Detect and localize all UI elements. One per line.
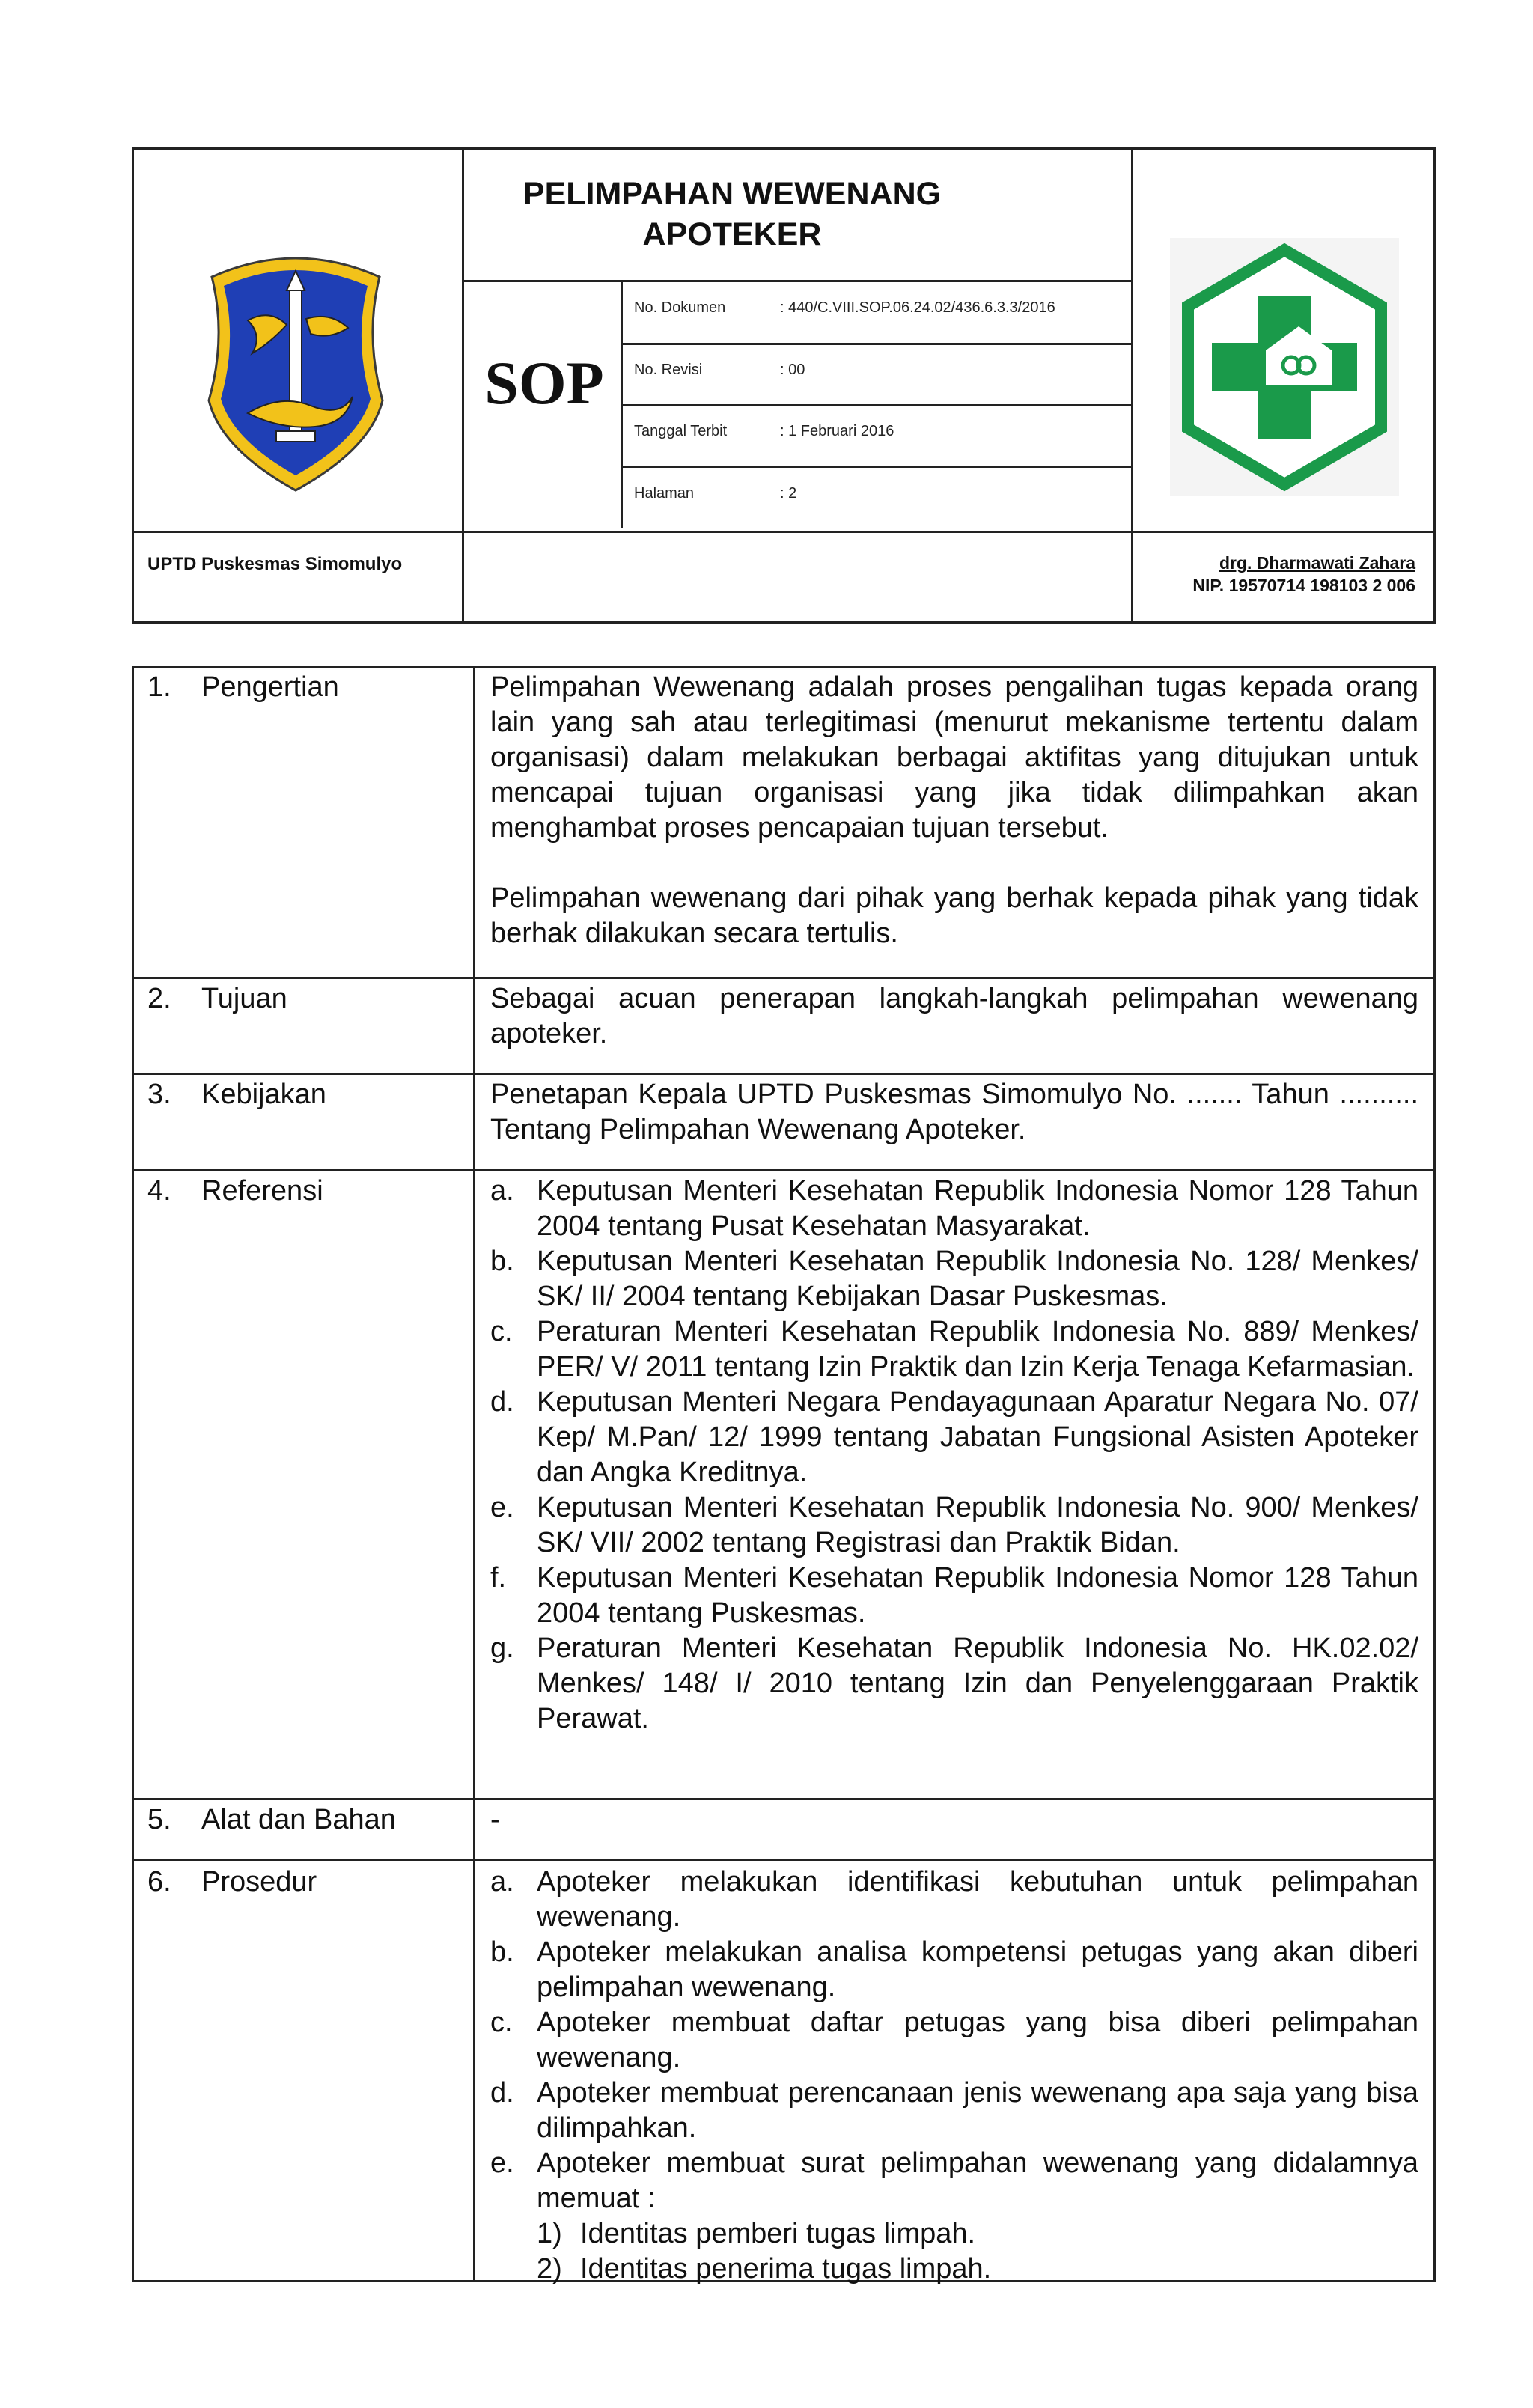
paragraph: Penetapan Kepala UPTD Puskesmas Simomulyo No. ....... Tahun .......... Tentang Pelimpahan Wewenang Apoteker. bbox=[490, 1079, 1418, 1145]
header-divider bbox=[621, 404, 1131, 406]
header-divider bbox=[462, 150, 464, 621]
puskesmas-logo bbox=[1170, 238, 1399, 496]
meta-label: Halaman bbox=[634, 485, 695, 502]
section-body bbox=[490, 1077, 1418, 1147]
list-item: d. Keputusan Menteri Negara Pendayagunaan Aparatur Negara No. 07/ Kep/ M.Pan/ 12/ 1999 tentang Jabatan Fungsional Asisten Apoteker dan Angka Kreditnya. bbox=[490, 1386, 1418, 1488]
list-item: g. Peraturan Menteri Kesehatan Republik Indonesia No. HK.02.02/ Menkes/ 148/ I/ 2010 tentang Izin dan Penyelenggaraan Praktik Perawat. bbox=[490, 1633, 1418, 1734]
section-number: 1. bbox=[147, 671, 171, 703]
section-number: 2. bbox=[147, 983, 171, 1014]
signatory-name: drg. Dharmawati Zahara bbox=[1219, 553, 1415, 573]
meta-value: : 1 Februari 2016 bbox=[780, 423, 894, 439]
section-number: 4. bbox=[147, 1175, 171, 1207]
list-item: c. Peraturan Menteri Kesehatan Republik Indonesia No. 889/ Menkes/ PER/ V/ 2011 tentang Izin Praktik dan Izin Kerja Tenaga Kefarmasian. bbox=[490, 1316, 1418, 1383]
section-number: 3. bbox=[147, 1079, 171, 1110]
reference-list bbox=[490, 1174, 1418, 1737]
header-divider bbox=[621, 466, 1131, 468]
paragraph: Pelimpahan Wewenang adalah proses pengalihan tugas kepada orang lain yang sah atau terlegitimasi (menurut mekanisme tertentu dalam organisasi) dalam melakukan berbagai aktifitas yang ditujukan untuk mencapai tujuan organisasi yang jika tidak dilimpahkan akan menghambat proses pencapaian tujuan tersebut. bbox=[490, 671, 1418, 844]
meta-label: No. Dokumen bbox=[634, 299, 726, 316]
sop-header-box bbox=[132, 147, 1436, 624]
surabaya-crest-logo bbox=[198, 247, 393, 494]
header-divider bbox=[462, 280, 1131, 282]
meta-label: No. Revisi bbox=[634, 362, 703, 378]
header-divider bbox=[621, 343, 1131, 345]
meta-value: : 00 bbox=[780, 362, 805, 378]
meta-value: : 2 bbox=[780, 485, 797, 502]
list-item: d. Apoteker membuat perencanaan jenis wewenang apa saja yang bisa dilimpahkan. bbox=[490, 2077, 1418, 2144]
section-body bbox=[490, 670, 1418, 951]
list-item: a. Apoteker melakukan identifikasi kebutuhan untuk pelimpahan wewenang. bbox=[490, 1866, 1418, 1933]
list-item: e. Apoteker membuat surat pelimpahan wewenang yang didalamnya memuat : 1) Identitas pemberi tugas limpah. 2) Identitas penerima tugas limpah. bbox=[490, 2146, 1418, 2287]
list-item: c. Apoteker membuat daftar petugas yang bisa diberi pelimpahan wewenang. bbox=[490, 2007, 1418, 2073]
organization-name: UPTD Puskesmas Simomulyo bbox=[147, 554, 403, 574]
list-item: b. Apoteker melakukan analisa kompetensi petugas yang akan diberi pelimpahan wewenang. bbox=[490, 1936, 1418, 2003]
section-referensi bbox=[134, 1169, 1433, 1798]
signatory-nip: NIP. 19570714 198103 2 006 bbox=[1192, 576, 1415, 595]
section-tujuan bbox=[134, 977, 1433, 1073]
list-item: f. Keputusan Menteri Kesehatan Republik Indonesia Nomor 128 Tahun 2004 tentang Puskesmas. bbox=[490, 1562, 1418, 1629]
section-heading: Tujuan bbox=[201, 983, 287, 1014]
list-item: e. Keputusan Menteri Kesehatan Republik Indonesia No. 900/ Menkes/ SK/ VII/ 2002 tentang Registrasi dan Praktik Bidan. bbox=[490, 1492, 1418, 1558]
sop-label: SOP bbox=[484, 349, 604, 417]
section-heading: Alat dan Bahan bbox=[201, 1804, 396, 1835]
section-number: 5. bbox=[147, 1804, 171, 1835]
paragraph: Pelimpahan wewenang dari pihak yang berhak kepada pihak yang tidak berhak dilakukan secara tertulis. bbox=[490, 883, 1418, 949]
meta-label: Tanggal Terbit bbox=[634, 423, 728, 439]
section-body bbox=[490, 981, 1418, 1052]
signatory-block bbox=[1192, 552, 1415, 597]
procedure-list bbox=[490, 1865, 1418, 2287]
section-body bbox=[490, 1865, 1418, 2287]
sublist-item: 2) Identitas penerima tugas limpah. bbox=[537, 2253, 992, 2284]
title-line-1: PELIMPAHAN WEWENANG bbox=[522, 176, 942, 212]
section-alat-dan-bahan bbox=[134, 1798, 1433, 1859]
section-heading: Pengertian bbox=[201, 671, 339, 703]
section-kebijakan bbox=[134, 1073, 1433, 1169]
section-heading: Kebijakan bbox=[201, 1079, 326, 1110]
sop-content-table bbox=[132, 666, 1436, 2282]
title-line-2: APOTEKER bbox=[642, 216, 822, 252]
header-divider bbox=[134, 531, 1433, 533]
section-body bbox=[490, 1174, 1418, 1737]
section-heading: Referensi bbox=[201, 1175, 323, 1207]
procedure-sublist bbox=[537, 2216, 1418, 2287]
section-number: 6. bbox=[147, 1866, 171, 1898]
section-pengertian bbox=[134, 668, 1433, 977]
sublist-item: 1) Identitas pemberi tugas limpah. bbox=[537, 2218, 976, 2249]
section-prosedur bbox=[134, 1859, 1433, 2282]
section-heading: Prosedur bbox=[201, 1866, 317, 1898]
section-body bbox=[490, 1802, 1418, 1838]
list-item: b. Keputusan Menteri Kesehatan Republik Indonesia No. 128/ Menkes/ SK/ II/ 2004 tentang Kebijakan Dasar Puskesmas. bbox=[490, 1246, 1418, 1312]
paragraph: Sebagai acuan penerapan langkah-langkah pelimpahan wewenang apoteker. bbox=[490, 983, 1418, 1049]
document-title bbox=[465, 174, 999, 254]
list-item: a. Keputusan Menteri Kesehatan Republik Indonesia Nomor 128 Tahun 2004 tentang Pusat Kesehatan Masyarakat. bbox=[490, 1175, 1418, 1242]
meta-value: : 440/C.VIII.SOP.06.24.02/436.6.3.3/2016 bbox=[780, 299, 1055, 316]
paragraph: - bbox=[490, 1804, 500, 1835]
header-divider bbox=[1131, 150, 1133, 621]
